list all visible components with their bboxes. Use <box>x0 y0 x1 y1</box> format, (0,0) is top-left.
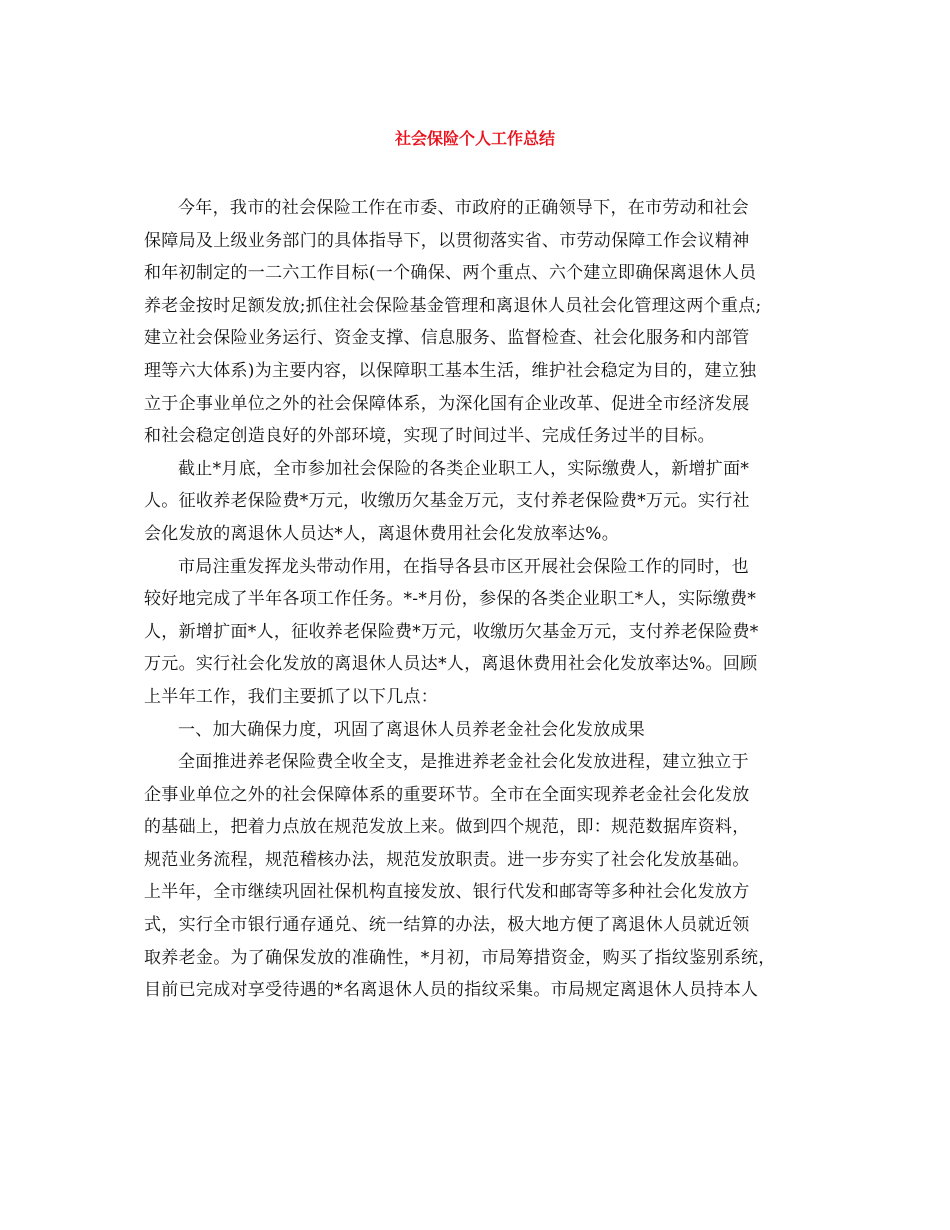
body-line: 全面推进养老保险费全收全支，是推进养老金社会化发放进程，建立独立于 <box>178 752 749 773</box>
body-line: 企事业单位之外的社会保障体系的重要环节。全市在全面实现养老金社会化发放 <box>144 784 750 805</box>
document-title: 社会保险个人工作总结 <box>394 129 555 148</box>
body-line: 上半年工作，我们主要抓了以下几点： <box>144 686 439 707</box>
body-line: 人。征收养老保险费*万元，收缴历欠基金万元，支付养老保险费*万元。实行社 <box>144 491 750 512</box>
body-line: 市局注重发挥龙头带动作用，在指导各县市区开展社会保险工作的同时，也 <box>178 556 749 577</box>
body-line: 规范业务流程，规范稽核办法，规范发放职责。进一步夯实了社会化发放基础。 <box>144 849 750 870</box>
body-line: 保障局及上级业务部门的具体指导下，以贯彻落实省、市劳动保障工作会议精神 <box>144 230 750 251</box>
body-line: 截止*月底，全市参加社会保险的各类企业职工人，实际缴费人，新增扩面* <box>178 458 750 479</box>
body-line: 立于企事业单位之外的社会保障体系，为深化国有企业改革、促进全市经济发展 <box>144 393 750 414</box>
body-line: 理等六大体系)为主要内容，以保障职工基本生活，维护社会稳定为目的，建立独 <box>144 360 757 381</box>
body-line: 取养老金。为了确保发放的准确性，*月初，市局筹措资金，购买了指纹鉴别系统， <box>144 947 776 968</box>
body-line: 会化发放的离退休人员达*人，离退休费用社会化发放率达%。 <box>144 523 620 544</box>
body-line: 的基础上，把着力点放在规范发放上来。做到四个规范，即：规范数据库资料， <box>144 817 750 838</box>
body-line: 和年初制定的一二六工作目标(一个确保、两个重点、六个建立即确保离退休人员 <box>144 263 757 284</box>
body-line: 养老金按时足额发放;抓住社会保险基金管理和离退休人员社会化管理这两个重点; <box>144 295 762 316</box>
body-line: 式，实行全市银行通存通兑、统一结算的办法，极大地方便了离退休人员就近领 <box>144 915 750 936</box>
body-line: 和社会稳定创造良好的外部环境，实现了时间过半、完成任务过半的目标。 <box>144 426 715 447</box>
body-line: 建立社会保险业务运行、资金支撑、信息服务、监督检查、社会化服务和内部管 <box>144 328 750 349</box>
body-line: 目前已完成对享受待遇的*名离退休人员的指纹采集。市局规定离退休人员持本人 <box>144 980 759 1001</box>
body-line: 万元。实行社会化发放的离退休人员达*人，离退休费用社会化发放率达%。回顾 <box>144 654 758 675</box>
body-line: 今年，我市的社会保险工作在市委、市政府的正确领导下，在市劳动和社会 <box>178 198 749 218</box>
body-line: 较好地完成了半年各项工作任务。*-*月份，参保的各类企业职工*人，实际缴费* <box>144 589 757 610</box>
body-line: 人，新增扩面*人，征收养老保险费*万元，收缴历欠基金万元，支付养老保险费* <box>144 621 759 642</box>
body-line: 上半年，全市继续巩固社保机构直接发放、银行代发和邮寄等多种社会化发放方 <box>144 882 750 903</box>
body-line: 一、加大确保力度，巩固了离退休人员养老金社会化发放成果 <box>178 719 646 740</box>
document-body <box>144 192 804 1007</box>
